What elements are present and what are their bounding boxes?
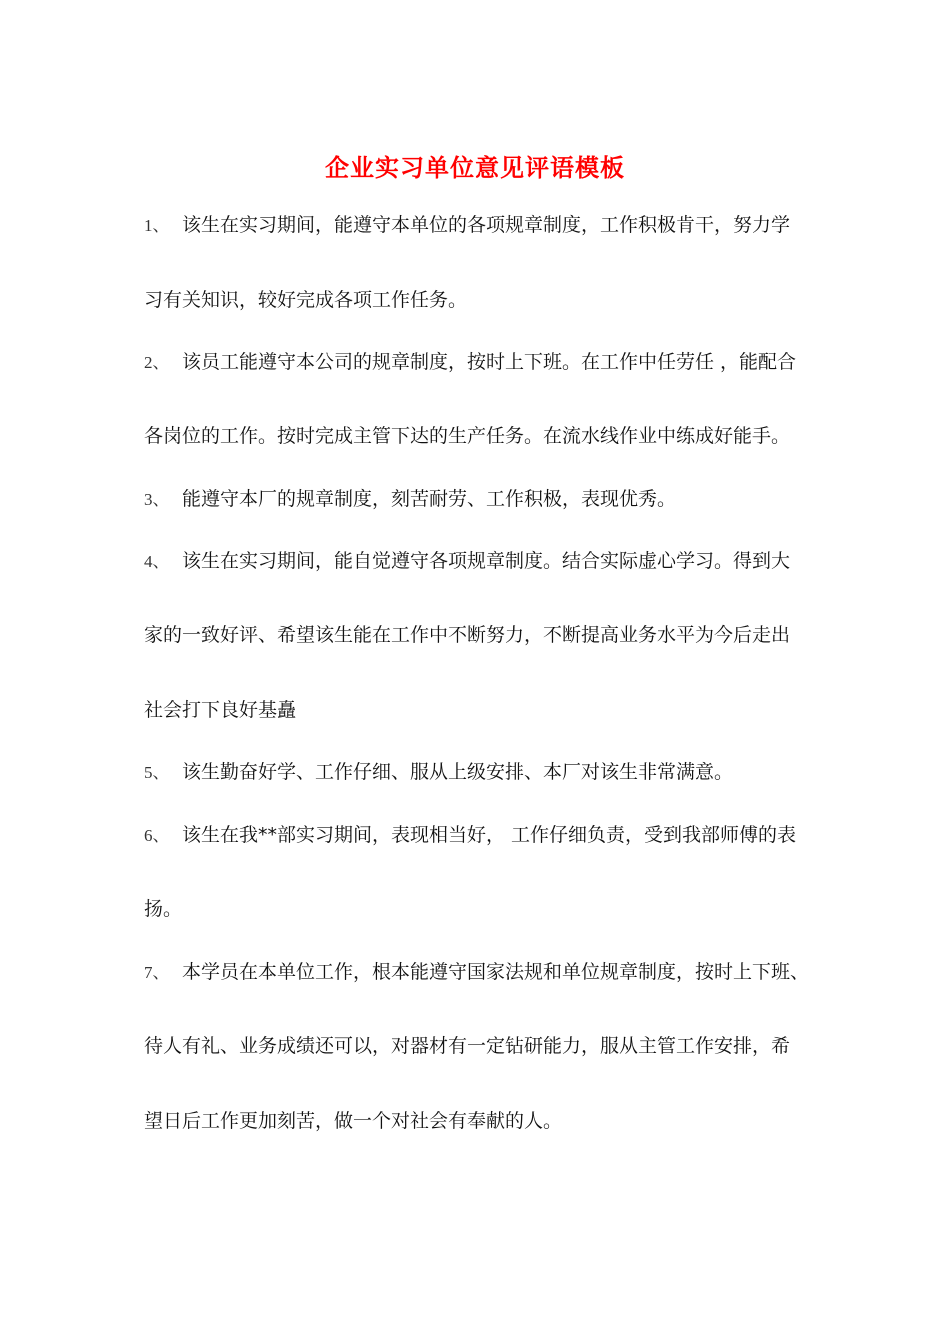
item-4-text-3: 社会打下良好基矗 <box>144 699 297 721</box>
item-3-line-1 <box>144 484 824 514</box>
item-6-line-1 <box>144 820 824 850</box>
item-5-number: 5、 <box>144 763 170 782</box>
item-4-line-2 <box>144 620 824 650</box>
item-6-text-2: 扬。 <box>144 898 183 920</box>
item-1-text-2: 习有关知识，较好完成各项工作任务。 <box>144 289 468 311</box>
item-1-line-2 <box>144 285 824 315</box>
item-2-line-2 <box>144 421 824 451</box>
item-2-line-1 <box>144 347 824 377</box>
document-title: 企业实习单位意见评语模板 <box>325 153 625 182</box>
item-5-line-1 <box>144 757 824 787</box>
item-7-number: 7、 <box>144 963 170 982</box>
item-7-text-3: 望日后工作更加刻苦，做一个对社会有奉献的人。 <box>144 1110 563 1132</box>
item-7-text-1: 本学员在本单位工作，根本能遵守国家法规和单位规章制度，按时上下班、 <box>182 961 810 983</box>
item-1-text-1: 该生在实习期间，能遵守本单位的各项规章制度，工作积极肯干，努力学 <box>182 214 791 236</box>
item-2-number: 2、 <box>144 353 170 372</box>
item-7-line-2 <box>144 1031 824 1061</box>
item-1-number: 1、 <box>144 216 170 235</box>
item-4-text-1: 该生在实习期间，能自觉遵守各项规章制度。结合实际虚心学习。得到大 <box>182 550 791 572</box>
item-5-text-1: 该生勤奋好学、工作仔细、服从上级安排、本厂对该生非常满意。 <box>182 761 734 783</box>
item-1-line-1 <box>144 210 824 240</box>
item-4-number: 4、 <box>144 552 170 571</box>
item-6-line-2 <box>144 894 824 924</box>
item-3-text-1: 能遵守本厂的规章制度，刻苦耐劳、工作积极，表现优秀。 <box>182 488 677 510</box>
item-7-text-2: 待人有礼、业务成绩还可以，对器材有一定钻研能力，服从主管工作安排，希 <box>144 1035 791 1057</box>
item-4-line-1 <box>144 546 824 576</box>
item-4-text-2: 家的一致好评、希望该生能在工作中不断努力，不断提高业务水平为今后走出 <box>144 624 791 646</box>
item-6-text-1: 该生在我**部实习期间，表现相当好， 工作仔细负责，受到我部师傅的表 <box>182 824 797 846</box>
item-6-number: 6、 <box>144 826 170 845</box>
item-2-text-2: 各岗位的工作。按时完成主管下达的生产任务。在流水线作业中练成好能手。 <box>144 425 791 447</box>
item-7-line-1 <box>144 957 824 987</box>
item-3-number: 3、 <box>144 490 170 509</box>
item-2-text-1: 该员工能遵守本公司的规章制度，按时上下班。在工作中任劳任 ，能配合 <box>182 351 797 373</box>
item-7-line-3 <box>144 1106 824 1136</box>
item-4-line-3 <box>144 695 824 725</box>
